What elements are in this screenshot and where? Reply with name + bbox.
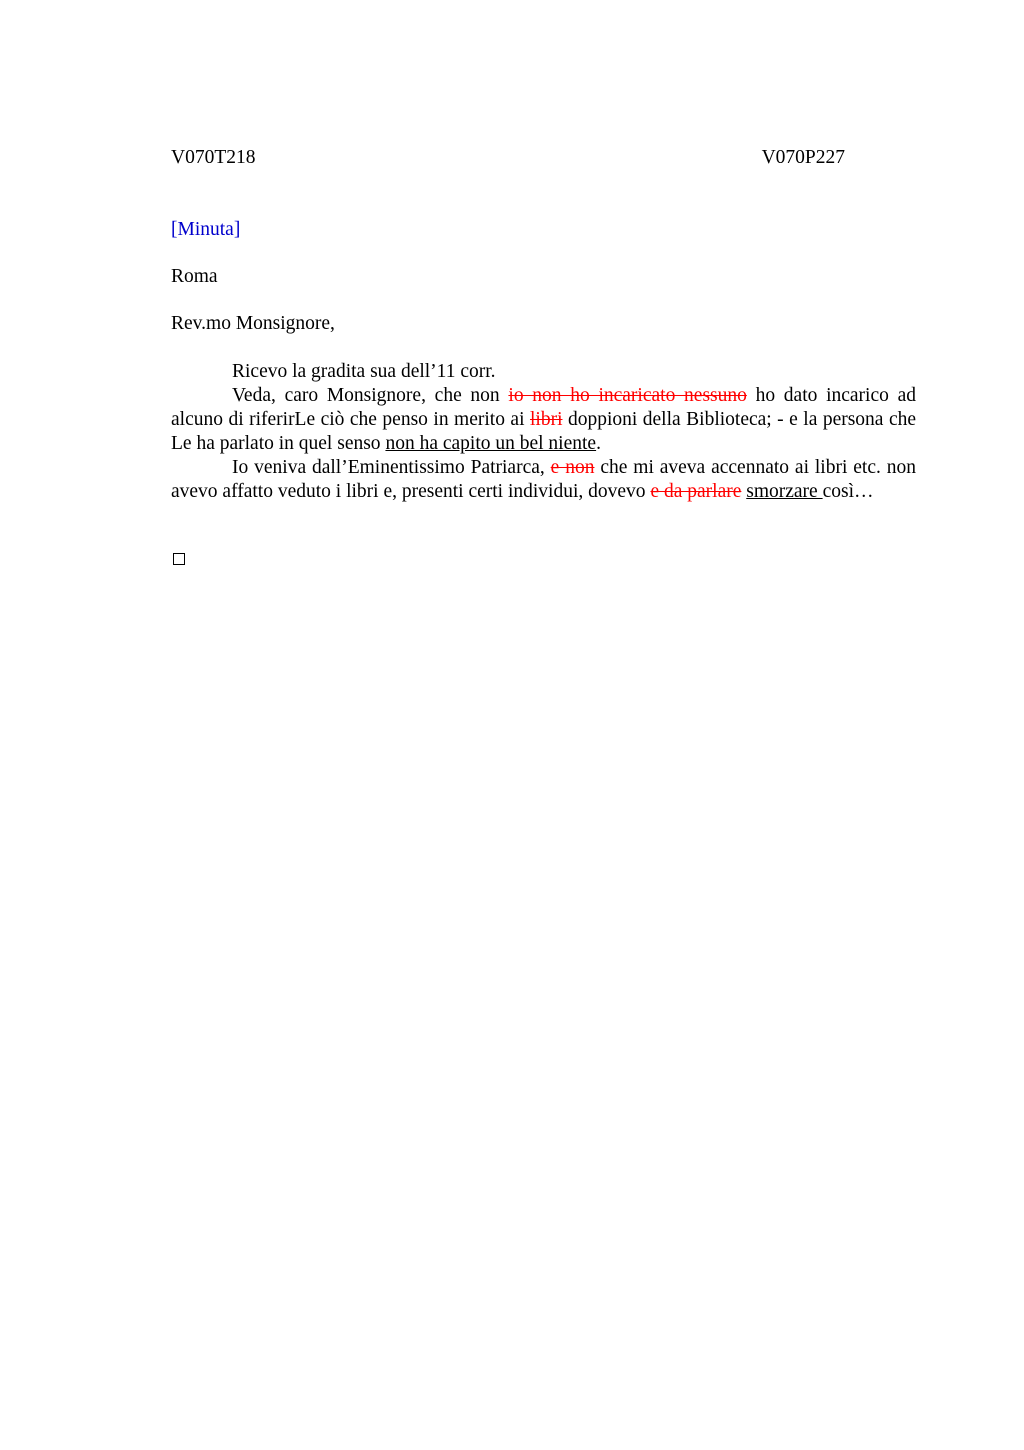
document-code-left: V070T218 bbox=[171, 147, 256, 168]
letter-place: Roma bbox=[171, 266, 218, 287]
text-segment: che mi aveva accennato ai libri etc. non avevo affatto veduto i libri e, presenti certi individui, dovevo bbox=[171, 457, 916, 502]
paragraph-1 bbox=[171, 360, 916, 384]
underlined-text: smorzare bbox=[746, 481, 823, 502]
text-segment: Ricevo la gradita sua dell’11 corr. bbox=[232, 361, 496, 382]
deleted-text: e da parlare bbox=[650, 481, 742, 502]
deleted-text: libri bbox=[529, 409, 563, 430]
text-segment: . bbox=[596, 433, 601, 454]
text-segment: ho dato incarico ad alcuno di riferirLe ciò che penso in merito ai bbox=[171, 385, 916, 430]
paragraph-2 bbox=[171, 384, 916, 456]
document-header bbox=[171, 146, 845, 170]
text-segment: così… bbox=[822, 481, 874, 502]
underlined-text: non ha capito un bel niente bbox=[385, 433, 597, 454]
deleted-text: e non bbox=[550, 457, 595, 478]
paragraph-3 bbox=[171, 456, 916, 504]
end-box-icon bbox=[173, 553, 185, 565]
document-code-right: V070P227 bbox=[761, 147, 845, 168]
deleted-text: io non ho incaricato nessuno bbox=[508, 385, 747, 406]
letter-salutation: Rev.mo Monsignore, bbox=[171, 313, 335, 334]
text-segment: Io veniva dall’Eminentissimo Patriarca, bbox=[232, 457, 551, 478]
editorial-note: [Minuta] bbox=[171, 219, 241, 240]
text-segment: doppioni della Biblioteca; - e la persona che Le ha parlato in quel senso bbox=[171, 409, 917, 454]
letter-body bbox=[171, 360, 916, 504]
text-segment: Veda, caro Monsignore, che non bbox=[232, 385, 509, 406]
